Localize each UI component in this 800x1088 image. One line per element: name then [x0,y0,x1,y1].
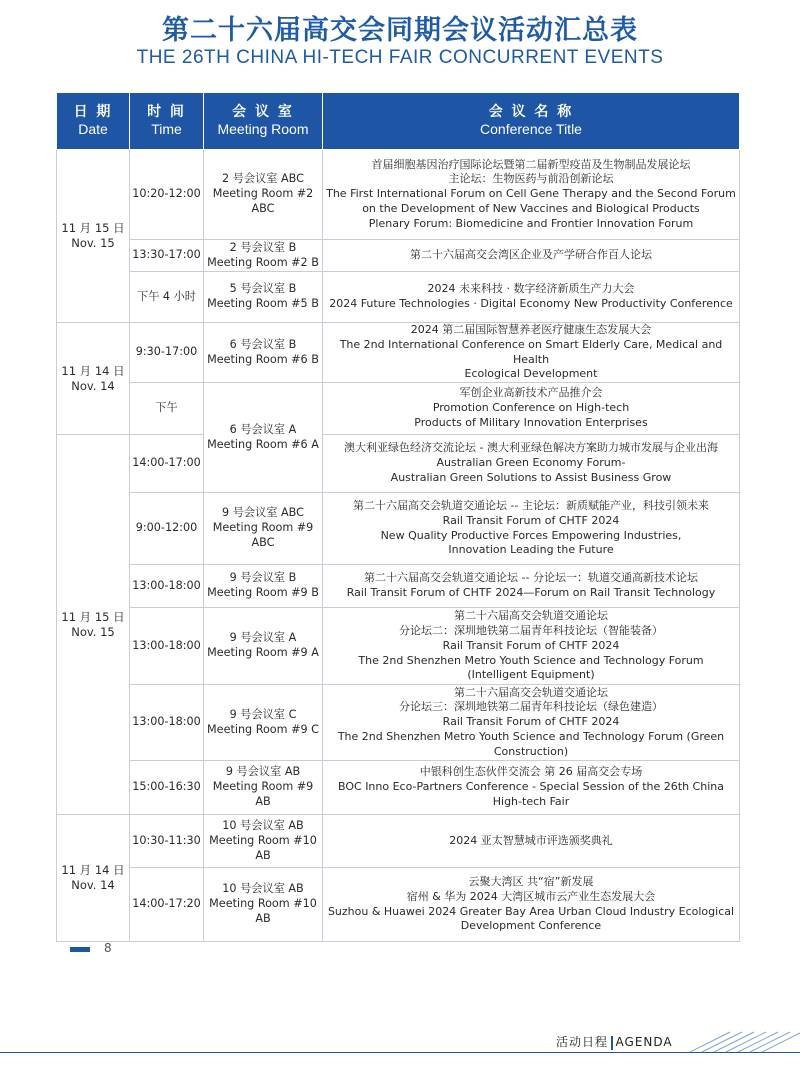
room-cell: 9 号会议室 C Meeting Room #9 C [204,685,323,761]
table-row [57,868,740,942]
date-cell: 11 月 15 日 Nov. 15 [57,150,130,323]
room-cell: 6 号会议室 A Meeting Room #6 A [204,383,323,493]
time-cell: 13:00-18:00 [130,608,204,685]
table-row [57,685,740,761]
conference-title-cell: 2024 未来科技 · 数字经济新质生产力大会 2024 Future Technologies · Digital Economy New Productivity Conference [323,272,740,323]
table-row [57,240,740,272]
section-label [556,1033,673,1050]
conference-title-cell: 2024 亚太智慧城市评选颁奖典礼 [323,815,740,868]
room-cell: 9 号会议室 A Meeting Room #9 A [204,608,323,685]
date-cell: 11 月 14 日 Nov. 14 [57,815,130,942]
footer-rule [0,1052,800,1053]
column-header-time: 时 间 Time [130,93,204,150]
conference-title-cell: 第二十六届高交会轨道交通论坛 分论坛二：深圳地铁第二届青年科技论坛（智能装备） Rail Transit Forum of CHTF 2024 The 2nd Shenzhen Metro Youth Science and Technology Forum (Intelligent Equipment) [323,608,740,685]
time-cell: 9:00-12:00 [130,493,204,565]
conference-title-cell: 第二十六届高交会轨道交通论坛 -- 分论坛一：轨道交通高新技术论坛 Rail Transit Forum of CHTF 2024—Forum on Rail Transit Technology [323,565,740,608]
time-cell: 13:30-17:00 [130,240,204,272]
section-label-en: AGENDA [615,1035,673,1049]
conference-title-cell: 2024 第二届国际智慧养老医疗健康生态发展大会 The 2nd International Conference on Smart Elderly Care, Medical and Health Ecological Development [323,323,740,383]
room-cell: 10 号会议室 AB Meeting Room #10 AB [204,815,323,868]
conference-title-cell: 第二十六届高交会轨道交通论坛 -- 主论坛：新质赋能产业，科技引领未来 Rail Transit Forum of CHTF 2024 New Quality Productive Forces Empowering Industries, Innovation Leading the Future [323,493,740,565]
table-row [57,272,740,323]
table-row [57,608,740,685]
room-cell: 2 号会议室 ABC Meeting Room #2 ABC [204,150,323,240]
column-header-room: 会 议 室 Meeting Room [204,93,323,150]
page-number-marker [70,947,90,952]
time-cell: 14:00-17:20 [130,868,204,942]
conference-title-cell: 中银科创生态伙伴交流会 第 26 届高交会专场 BOC Inno Eco-Partners Conference - Special Session of the 26th China High-tech Fair [323,761,740,815]
room-cell: 5 号会议室 B Meeting Room #5 B [204,272,323,323]
conference-title-cell: 首届细胞基因治疗国际论坛暨第二届新型疫苗及生物制品发展论坛 主论坛：生物医药与前沿创新论坛 The First International Forum on Cell Gene Therapy and the Second Forum on the Development of New Vaccines and Biological Products Plenary Forum: Biomedicine and Frontier Innovation Forum [323,150,740,240]
page-title-cn: 第二十六届高交会同期会议活动汇总表 [162,15,638,46]
events-table [56,92,740,942]
table-row [57,565,740,608]
conference-title-cell: 军创企业高新技术产品推介会 Promotion Conference on High-tech Products of Military Innovation Enterprises [323,383,740,435]
events-table-container [56,92,739,942]
time-cell: 13:00-18:00 [130,565,204,608]
column-header-date: 日 期 Date [57,93,130,150]
table-row [57,815,740,868]
time-cell: 13:00-18:00 [130,685,204,761]
table-row [57,150,740,240]
conference-title-cell: 澳大利亚绿色经济交流论坛 - 澳大利亚绿色解决方案助力城市发展与企业出海 Australian Green Economy Forum- Australian Green Solutions to Assist Business Grow [323,435,740,493]
table-row [57,761,740,815]
table-header-row [57,93,740,150]
conference-title-cell: 第二十六届高交会湾区企业及产学研合作百人论坛 [323,240,740,272]
table-row [57,493,740,565]
page-number: 8 [104,941,112,955]
room-cell: 6 号会议室 B Meeting Room #6 B [204,323,323,383]
room-cell: 9 号会议室 ABC Meeting Room #9 ABC [204,493,323,565]
section-divider [611,1036,613,1050]
decorative-stripes [690,1030,800,1052]
section-label-cn: 活动日程 [556,1035,609,1049]
room-cell: 10 号会议室 AB Meeting Room #10 AB [204,868,323,942]
time-cell: 9:30-17:00 [130,323,204,383]
column-header-title: 会 议 名 称 Conference Title [323,93,740,150]
time-cell: 15:00-16:30 [130,761,204,815]
time-cell: 14:00-17:00 [130,435,204,493]
table-row [57,383,740,435]
room-cell: 2 号会议室 B Meeting Room #2 B [204,240,323,272]
conference-title-cell: 第二十六届高交会轨道交通论坛 分论坛三：深圳地铁第二届青年科技论坛（绿色建造） Rail Transit Forum of CHTF 2024 The 2nd Shenzhen Metro Youth Science and Technology Forum (Green Construction) [323,685,740,761]
time-cell: 10:30-11:30 [130,815,204,868]
time-cell: 下午 [130,383,204,435]
time-cell: 10:20-12:00 [130,150,204,240]
page-title-en: THE 26TH CHINA HI-TECH FAIR CONCURRENT EVENTS [136,47,664,68]
date-cell: 11 月 14 日 Nov. 14 [57,323,130,435]
room-cell: 9 号会议室 AB Meeting Room #9 AB [204,761,323,815]
date-cell: 11 月 15 日 Nov. 15 [57,435,130,815]
room-cell: 9 号会议室 B Meeting Room #9 B [204,565,323,608]
table-row [57,323,740,383]
conference-title-cell: 云聚大湾区 共“宿”新发展 宿州 & 华为 2024 大湾区城市云产业生态发展大会 Suzhou & Huawei 2024 Greater Bay Area Urban Cloud Industry Ecological Development Conference [323,868,740,942]
time-cell: 下午 4 小时 [130,272,204,323]
table-row [57,435,740,493]
